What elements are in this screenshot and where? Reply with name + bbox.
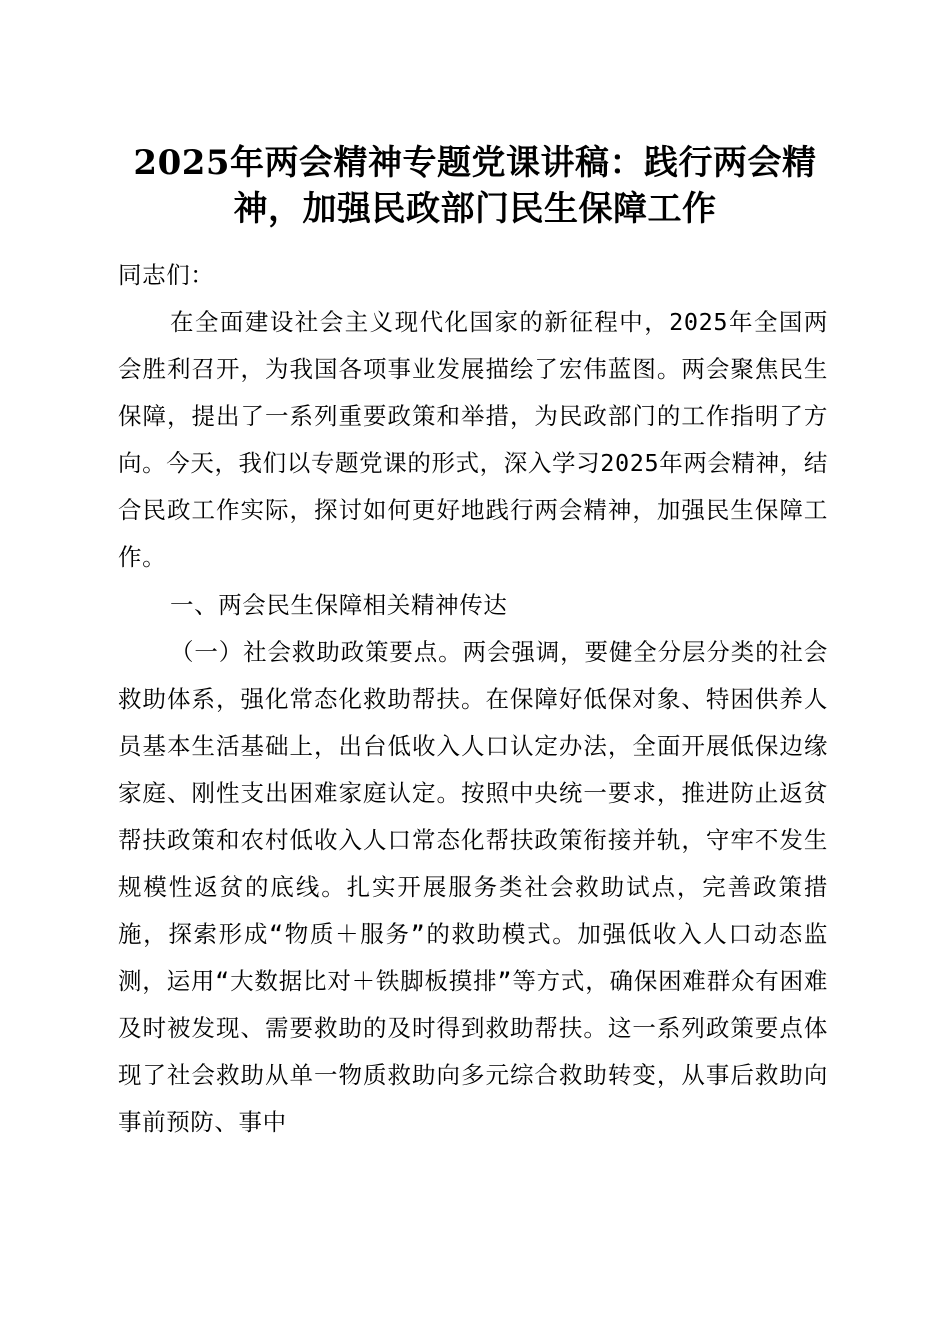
document-title: 2025年两会精神专题党课讲稿：践行两会精神，加强民政部门民生保障工作 [133,143,817,229]
greeting: 同志们： [118,261,215,289]
intro-paragraph: 在全面建设社会主义现代化国家的新征程中，2025年全国两会胜利召开，为我国各项事业发展描绘了宏伟蓝图。两会聚焦民生保障，提出了一系列重要政策和举措，为民政部门的工作指明了方向。今天，我们以专题党课的形式，深入学习2025年两会精神，结合民政工作实际，探讨如何更好地践行两会精神，加强民生保障工作。 [118,308,828,571]
section-paragraph: （一）社会救助政策要点。两会强调，要健全分层分类的社会救助体系，强化常态化救助帮扶。在保障好低保对象、特困供养人员基本生活基础上，出台低收入人口认定办法，全面开展低保边缘家庭、刚性支出困难家庭认定。按照中央统一要求，推进防止返贫帮扶政策和农村低收入人口常态化帮扶政策衔接并轨，守牢不发生规模性返贫的底线。扎实开展服务类社会救助试点，完善政策措施，探索形成“物质＋服务”的救助模式。加强低收入人口动态监测，运用“大数据比对＋铁脚板摸排”等方式，确保困难群众有困难及时被发现、需要救助的及时得到救助帮扶。这一系列政策要点体现了社会救助从单一物质救助向多元综合救助转变，从事后救助向事前预防、事中 [118,638,828,1136]
section-heading: 一、两会民生保障相关精神传达 [170,591,508,619]
